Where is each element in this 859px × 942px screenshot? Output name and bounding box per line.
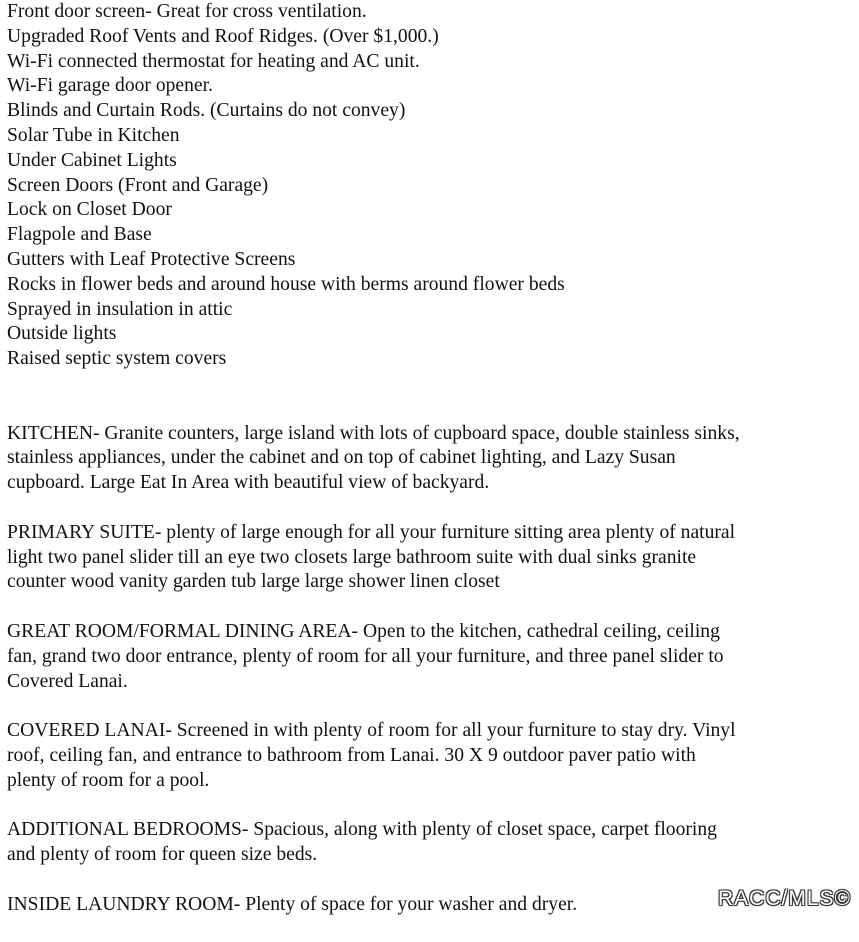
section-spacer — [7, 372, 855, 422]
features-list — [7, 0, 855, 372]
feature-item: Rocks in flower beds and around house with berms around flower beds — [7, 273, 565, 295]
feature-item: Front door screen- Great for cross ventilation. — [7, 1, 367, 22]
feature-item: Upgraded Roof Vents and Roof Ridges. (Over $1,000.) — [7, 25, 439, 47]
feature-item: Wi-Fi garage door opener. — [7, 75, 213, 97]
feature-item: Raised septic system covers — [7, 348, 227, 370]
feature-item: Sprayed in insulation in attic — [7, 298, 233, 320]
covered-lanai-paragraph: COVERED LANAI- Screened in with plenty of room for all your furniture to stay dry. Vinyl roof, ceiling fan, and entrance to bathroom from Lanai. 30 X 9 outdoor paver patio with plenty of room for a pool. — [7, 720, 736, 791]
feature-item: Flagpole and Base — [7, 224, 152, 246]
document-body — [7, 0, 855, 942]
mls-watermark: RACC/MLS© — [718, 887, 851, 910]
feature-item: Screen Doors (Front and Garage) — [7, 174, 269, 196]
feature-item: Gutters with Leaf Protective Screens — [7, 248, 296, 270]
kitchen-paragraph: KITCHEN- Granite counters, large island with lots of cupboard space, double stainless sinks, stainless appliances, under the cabinet and on top of cabinet lighting, and Lazy Susan cupboard. Large Eat In Area with beautiful view of backyard. — [7, 422, 740, 494]
feature-item: Lock on Closet Door — [7, 199, 172, 221]
feature-item: Wi-Fi connected thermostat for heating and AC unit. — [7, 50, 420, 72]
feature-item: Outside lights — [7, 323, 117, 345]
primary-suite-paragraph: PRIMARY SUITE- plenty of large enough for all your furniture sitting area plenty of natural light two panel slider till an eye two closets large bathroom suite with dual sinks granite counter wood vanity garden tub large large shower linen closet — [7, 521, 736, 593]
feature-item: Under Cabinet Lights — [7, 149, 177, 171]
laundry-room-paragraph: INSIDE LAUNDRY ROOM- Plenty of space for your washer and dryer. — [7, 893, 578, 915]
additional-bedrooms-paragraph: ADDITIONAL BEDROOMS- Spacious, along with plenty of closet space, carpet flooring and plenty of room for queen size beds. — [7, 819, 717, 866]
great-room-paragraph: GREAT ROOM/FORMAL DINING AREA- Open to the kitchen, cathedral ceiling, ceiling fan, grand two door entrance, plenty of room for all your furniture, and three panel slider to Covered Lanai. — [7, 620, 724, 692]
feature-item: Solar Tube in Kitchen — [7, 124, 180, 146]
feature-item: Blinds and Curtain Rods. (Curtains do not convey) — [7, 100, 406, 122]
